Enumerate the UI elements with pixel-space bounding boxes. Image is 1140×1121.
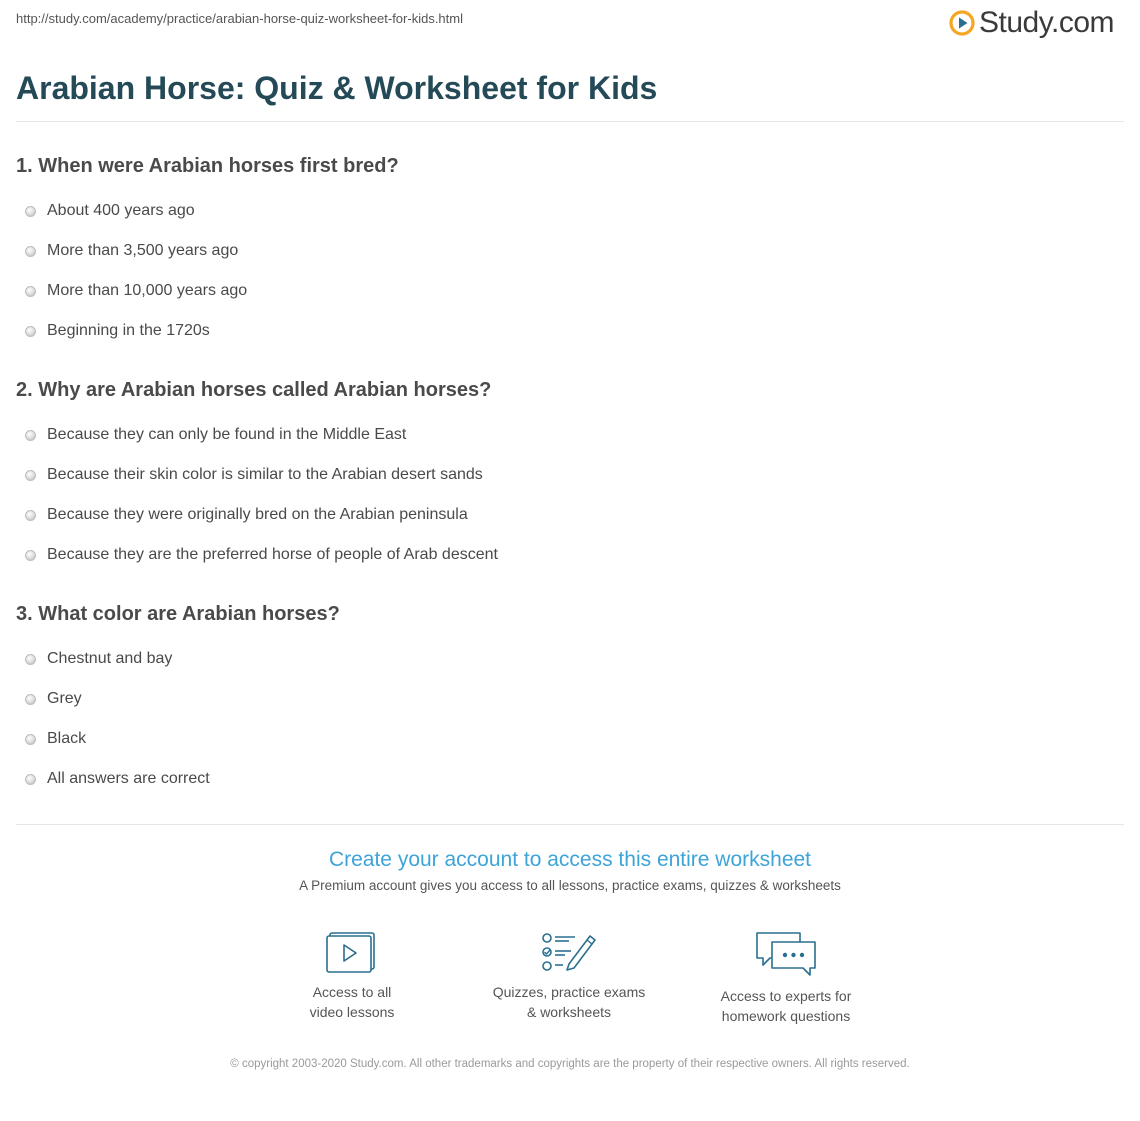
premium-description: A Premium account gives you access to all lessons, practice exams, quizzes & worksheets — [299, 878, 841, 893]
feature-label: Access to all video lessons — [309, 984, 395, 1020]
answer-list — [16, 191, 1116, 351]
answer-list — [16, 415, 1116, 575]
question-2 — [16, 379, 1116, 575]
radio-button-icon[interactable] — [25, 734, 36, 745]
answer-text: Chestnut and bay — [47, 650, 173, 667]
question-title: 1. When were Arabian horses first bred? — [16, 155, 399, 177]
create-account-link[interactable]: Create your account to access this entire worksheet — [328, 848, 812, 871]
answer-option[interactable] — [16, 679, 1116, 719]
radio-button-icon[interactable] — [25, 550, 36, 561]
answer-option[interactable] — [16, 271, 1116, 311]
answer-text: Because they were originally bred on the Arabian peninsula — [47, 506, 468, 523]
radio-button-icon[interactable] — [25, 470, 36, 481]
logo-text: Study.com — [979, 6, 1114, 39]
radio-button-icon[interactable] — [25, 246, 36, 257]
quiz-checklist-icon — [541, 930, 597, 974]
answer-text: Black — [47, 730, 87, 747]
page-title: Arabian Horse: Quiz & Worksheet for Kids — [16, 70, 658, 106]
answer-text: More than 3,500 years ago — [47, 242, 239, 259]
answer-text: All answers are correct — [47, 770, 210, 787]
radio-button-icon[interactable] — [25, 654, 36, 665]
answer-text: About 400 years ago — [47, 202, 195, 219]
answer-list — [16, 639, 1116, 799]
feature-video-lessons — [242, 930, 462, 1022]
title-divider — [16, 121, 1124, 122]
radio-button-icon[interactable] — [25, 286, 36, 297]
answer-text: Beginning in the 1720s — [47, 322, 210, 339]
question-title: 2. Why are Arabian horses called Arabian horses? — [16, 379, 492, 401]
radio-button-icon[interactable] — [25, 326, 36, 337]
answer-text: Because they are the preferred horse of people of Arab descent — [47, 546, 498, 563]
radio-button-icon[interactable] — [25, 694, 36, 705]
answer-option[interactable] — [16, 231, 1116, 271]
video-lesson-icon — [326, 930, 378, 974]
radio-button-icon[interactable] — [25, 774, 36, 785]
answer-text: Because their skin color is similar to the Arabian desert sands — [47, 466, 483, 483]
answer-option[interactable] — [16, 759, 1116, 799]
study-logo[interactable] — [949, 6, 1114, 40]
page-url: http://study.com/academy/practice/arabian-horse-quiz-worksheet-for-kids.html — [16, 11, 463, 26]
copyright-notice: © copyright 2003-2020 Study.com. All other trademarks and copyrights are the property of their respective owners. All rights reserved. — [230, 1058, 910, 1070]
radio-button-icon[interactable] — [25, 206, 36, 217]
chat-bubbles-icon — [754, 930, 818, 978]
feature-label: Quizzes, practice exams & worksheets — [492, 984, 646, 1020]
question-1 — [16, 155, 1116, 351]
answer-text: Grey — [47, 690, 82, 707]
answer-text: More than 10,000 years ago — [47, 282, 248, 299]
answer-option[interactable] — [16, 719, 1116, 759]
answer-option[interactable] — [16, 311, 1116, 351]
feature-label: Access to experts for homework questions — [720, 988, 852, 1024]
feature-experts — [676, 930, 896, 1026]
answer-option[interactable] — [16, 455, 1116, 495]
answer-text: Because they can only be found in the Middle East — [47, 426, 407, 443]
radio-button-icon[interactable] — [25, 510, 36, 521]
radio-button-icon[interactable] — [25, 430, 36, 441]
question-title: 3. What color are Arabian horses? — [16, 603, 340, 625]
answer-option[interactable] — [16, 535, 1116, 575]
play-logo-icon — [949, 10, 975, 36]
answer-option[interactable] — [16, 415, 1116, 455]
answer-option[interactable] — [16, 191, 1116, 231]
cta-divider — [16, 824, 1124, 825]
answer-option[interactable] — [16, 495, 1116, 535]
feature-quizzes — [459, 930, 679, 1022]
answer-option[interactable] — [16, 639, 1116, 679]
question-3 — [16, 603, 1116, 799]
